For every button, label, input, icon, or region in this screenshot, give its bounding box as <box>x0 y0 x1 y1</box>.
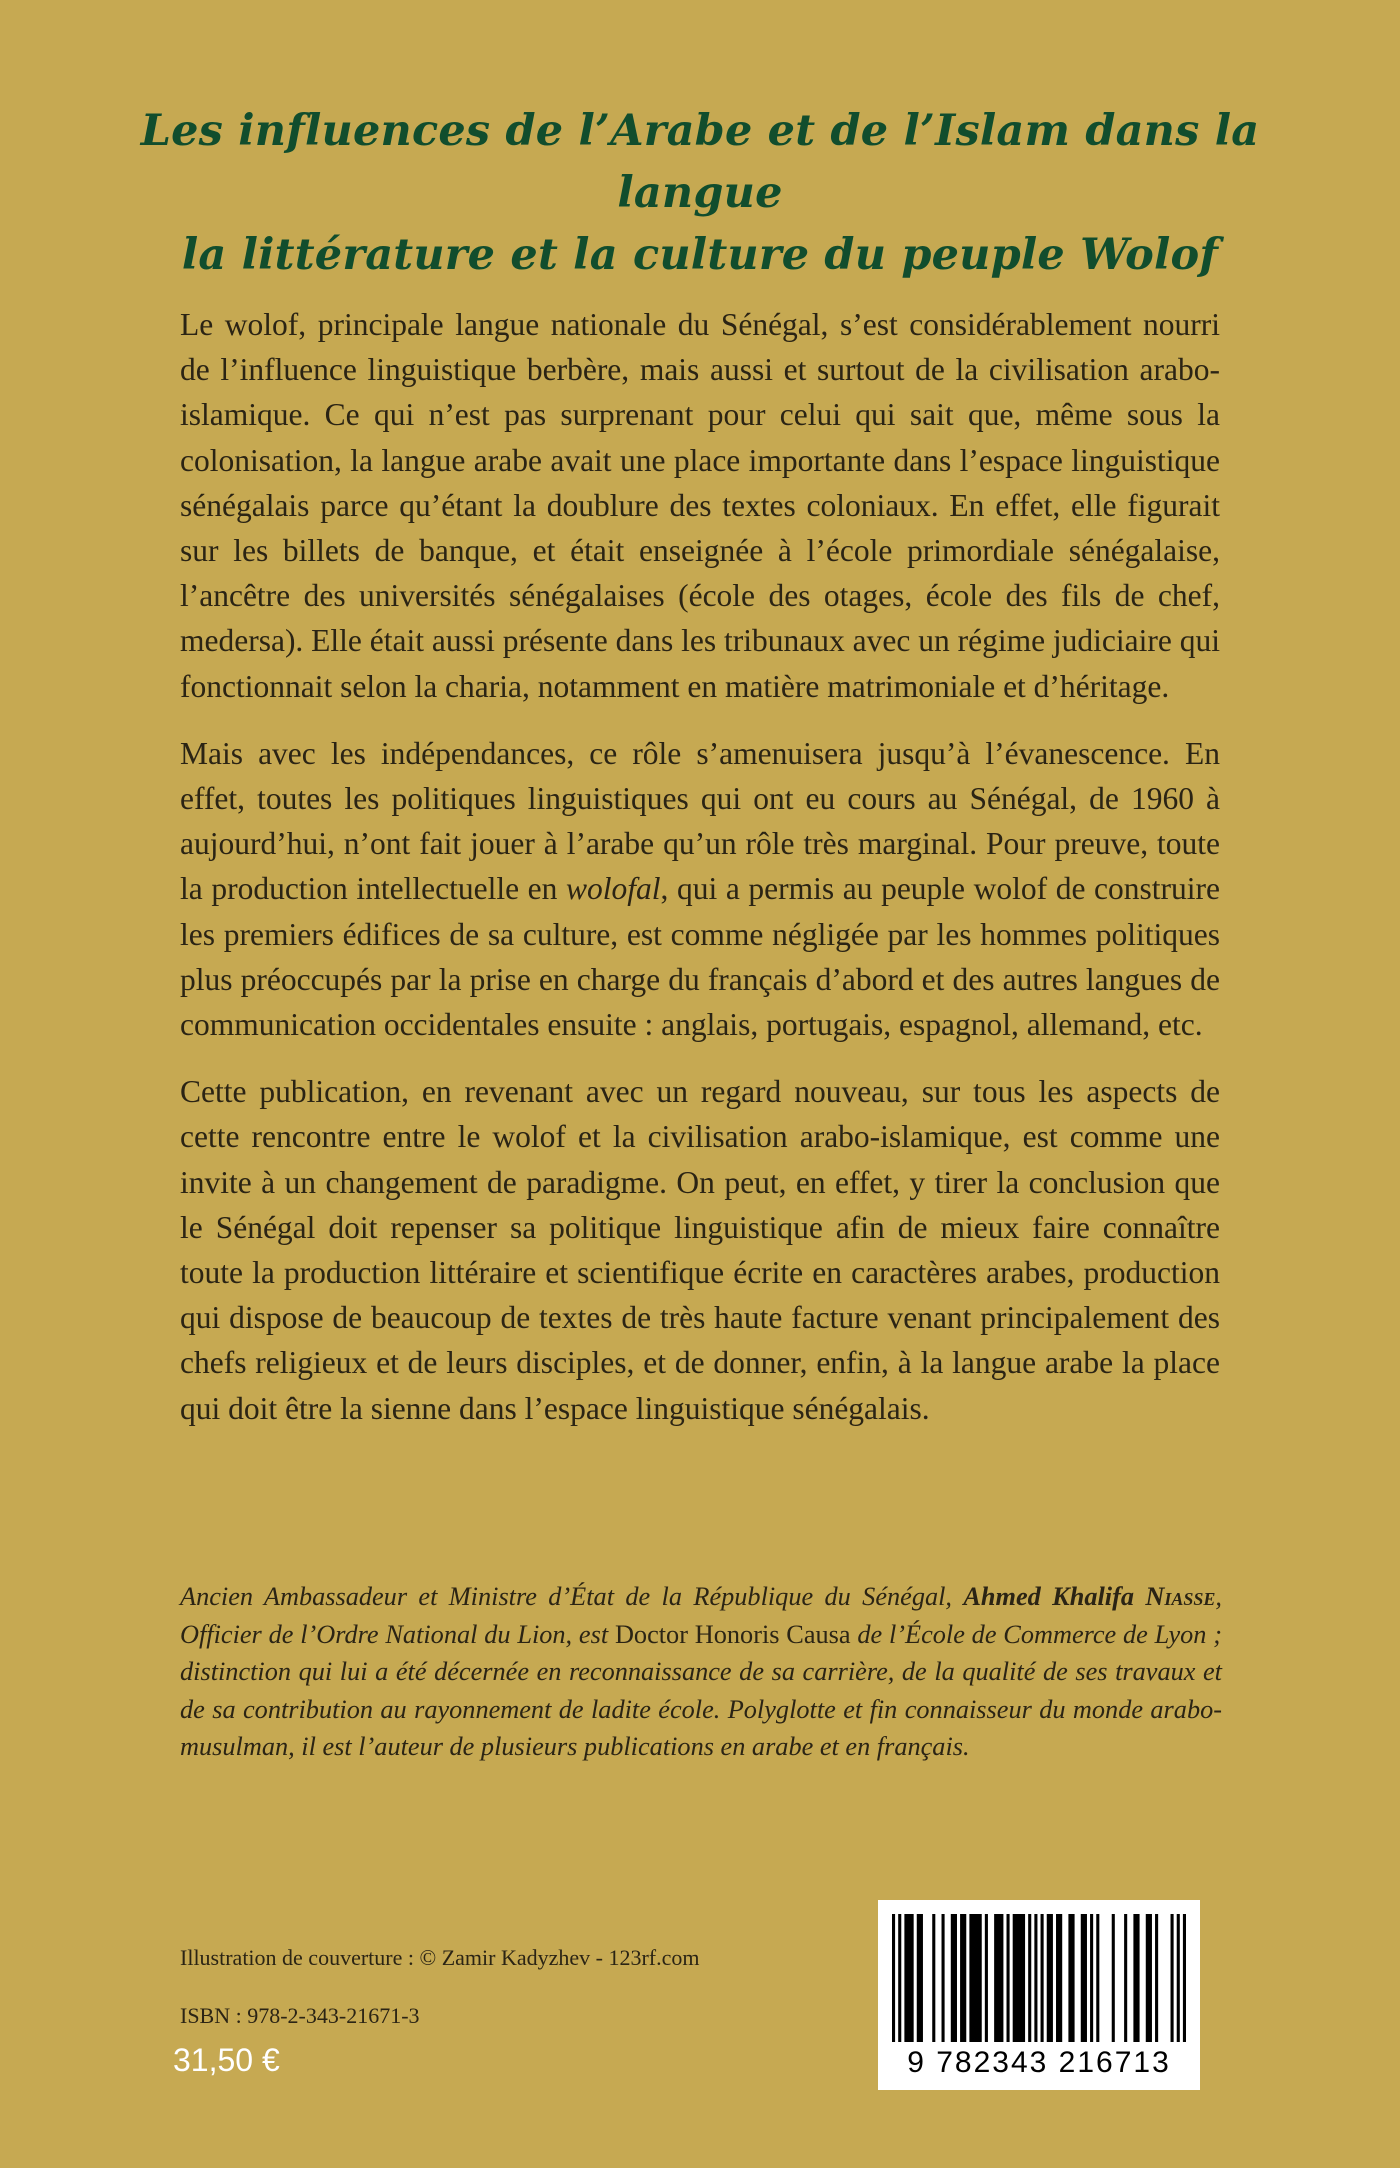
barcode-bar-28 <box>1177 1914 1180 2042</box>
barcode-bar-6 <box>951 1914 957 2042</box>
barcode-bar-27 <box>1171 1914 1174 2042</box>
author-bio-intro: Ancien Ambassadeur et Ministre d’État de la République du Sénégal, <box>180 1582 964 1611</box>
wolofal-term: wolofal <box>566 871 661 907</box>
barcode-bar-24 <box>1133 1914 1139 2042</box>
author-honorary-title: Doctor Honoris Causa <box>614 1619 851 1649</box>
author-bio-middle: , Officier de l’Ordre National du Lion, est <box>180 1582 1222 1649</box>
isbn: ISBN : 978-2-343-21671-3 <box>180 2003 420 2028</box>
barcode-number: 9 782343 216713 <box>907 2046 1171 2079</box>
book-title <box>120 100 1280 286</box>
barcode-bar-5 <box>942 1914 945 2042</box>
barcode-bar-14 <box>1034 1914 1037 2042</box>
barcode <box>878 1900 1200 2090</box>
barcode-bar-13 <box>1028 1914 1031 2042</box>
barcode-bar-7 <box>960 1914 966 2042</box>
blurb-paragraph-2-start: Mais avec les indépendances, ce rôle s’amenuisera jusqu’à l’évanescence. En effet, toutes les politiques linguistiques qui ont eu cours au Sénégal, de 1960 à aujourd’hui, n’ont fait jouer à l’arabe qu’un rôle très marginal. Pour preuve, toute la production intellectuelle en <box>180 735 1220 907</box>
barcode-bar-25 <box>1146 1914 1152 2042</box>
barcode-bar-29 <box>1183 1914 1186 2042</box>
barcode-bar-20 <box>1090 1914 1093 2042</box>
barcode-bar-8 <box>969 1914 981 2042</box>
barcode-bar-1 <box>898 1914 901 2042</box>
barcode-bar-0 <box>892 1914 895 2042</box>
barcode-bar-11 <box>1007 1914 1010 2042</box>
barcode-bar-12 <box>1013 1914 1025 2042</box>
barcode-bar-21 <box>1096 1914 1099 2042</box>
barcode-bar-26 <box>1155 1914 1158 2042</box>
price: 31,50 € <box>173 2042 280 2078</box>
cover-illustration-credit: Illustration de couverture : © Zamir Kadyzhev - 123rf.com <box>180 1945 700 1970</box>
author-first-name: Ahmed Khalifa <box>963 1582 1134 1611</box>
barcode-bar-19 <box>1081 1914 1087 2042</box>
barcode-bar-3 <box>917 1914 923 2042</box>
barcode-bar-17 <box>1056 1914 1062 2042</box>
book-title-line-2: la littérature et la culture du peuple Wolof <box>181 230 1219 280</box>
barcode-bar-2 <box>904 1914 913 2042</box>
barcode-bar-23 <box>1124 1914 1127 2042</box>
author-bio-rest: de l’École de Commerce de Lyon ; distinction qui lui a été décernée en reconnaissance de sa carrière, de la qualité de ses travaux et de sa contribution au rayonnement de ladite école. Polyglotte et fin connaisseur du monde arabo-musulman, il est l’auteur de plusieurs publications en arabe et en français. <box>180 1619 1223 1762</box>
barcode-bar-9 <box>985 1914 988 2042</box>
barcode-bar-4 <box>932 1914 935 2042</box>
author-last-name: Niasse <box>1145 1582 1216 1611</box>
blurb-paragraph-1: Le wolof, principale langue nationale du Sénégal, s’est considérablement nourri de l’influence linguistique berbère, mais aussi et surtout de la civilisation arabo-islamique. Ce qui n’est pas surprenant pour celui qui sait que, même sous la colonisation, la langue arabe avait une place importante dans l’espace linguistique sénégalais parce qu’étant la doublure des textes coloniaux. En effet, elle figurait sur les billets de banque, et était enseignée à l’école primordiale sénégalaise, l’ancêtre des universités sénégalaises (école des otages, école des fils de chef, medersa). Elle était aussi présente dans les tribunaux avec un régime judiciaire qui fonctionnait selon la charia, notamment en matière matrimoniale et d’héritage. <box>180 307 1220 704</box>
blurb-paragraph-2 <box>180 731 1220 1047</box>
barcode-bars <box>892 1914 1186 2042</box>
author-bio <box>180 1578 1222 1766</box>
barcode-bar-10 <box>994 1914 1003 2042</box>
barcode-bar-22 <box>1112 1914 1115 2042</box>
blurb <box>180 302 1220 1453</box>
blurb-paragraph-2-end: , qui a permis au peuple wolof de construire les premiers édifices de sa culture, est comme négligée par les hommes politiques plus préoccupés par la prise en charge du français d’abord et des autres langues de communication occidentales ensuite : anglais, portugais, espagnol, allemand, etc. <box>180 871 1220 1043</box>
blurb-paragraph-3: Cette publication, en revenant avec un regard nouveau, sur tous les aspects de cette rencontre entre le wolof et la civilisation arabo-islamique, est comme une invite à un changement de paradigme. On peut, en effet, y tirer la conclusion que le Sénégal doit repenser sa politique linguistique afin de mieux faire connaître toute la production littéraire et scientifique écrite en caractères arabes, production qui dispose de beaucoup de textes de très haute facture venant principalement des chefs religieux et de leurs disciples, et de donner, enfin, à la langue arabe la place qui doit être la sienne dans l’espace linguistique sénégalais. <box>180 1074 1220 1426</box>
book-title-line-1: Les influences de l’Arabe et de l’Islam dans la langue <box>140 106 1260 218</box>
barcode-bar-16 <box>1047 1914 1053 2042</box>
barcode-bar-15 <box>1041 1914 1044 2042</box>
barcode-bar-18 <box>1068 1914 1074 2042</box>
